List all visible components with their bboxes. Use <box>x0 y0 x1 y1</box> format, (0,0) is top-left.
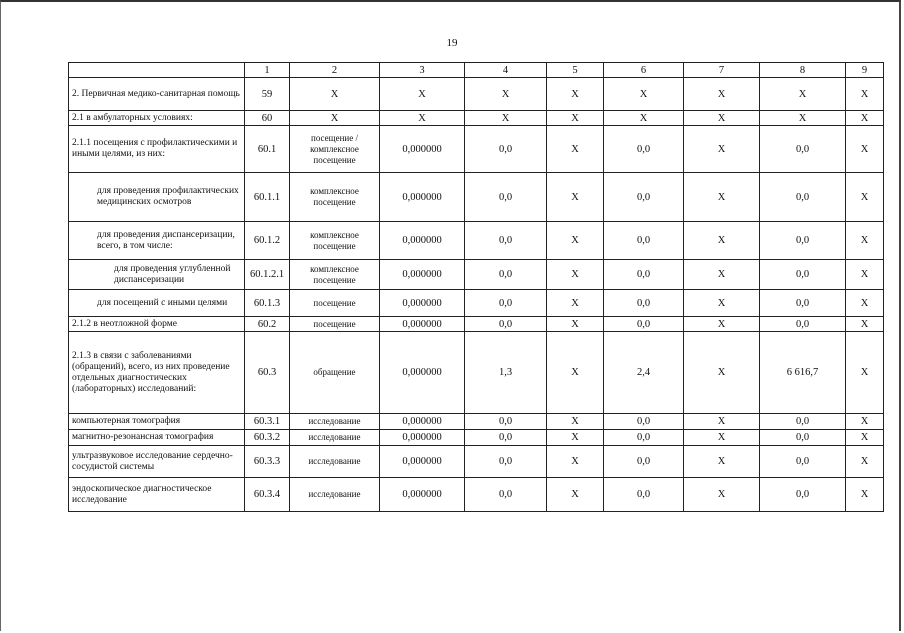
cell-value: 0,0 <box>760 430 846 446</box>
column-number-row <box>69 63 884 78</box>
column-number: 4 <box>465 63 547 78</box>
cell-value: 0,0 <box>465 260 547 290</box>
cell-value: 0,0 <box>604 414 684 430</box>
cell-value: 0,0 <box>760 173 846 222</box>
cell-value: Х <box>547 478 604 512</box>
column-number <box>69 63 245 78</box>
row-code: 60.1 <box>245 126 290 173</box>
cell-value: 0,000000 <box>380 332 465 414</box>
table-row <box>69 317 884 332</box>
cell-value: Х <box>846 290 884 317</box>
column-number: 9 <box>846 63 884 78</box>
row-name: для посещений с иными целями <box>69 290 245 317</box>
cell-value: 0,0 <box>604 260 684 290</box>
cell-value: Х <box>846 126 884 173</box>
table-row <box>69 222 884 260</box>
cell-value: Х <box>684 478 760 512</box>
table-row <box>69 290 884 317</box>
column-number: 5 <box>547 63 604 78</box>
cell-value: Х <box>846 173 884 222</box>
cell-value: 0,0 <box>465 290 547 317</box>
row-name: для проведения углубленной диспансеризации <box>69 260 245 290</box>
row-name: 2.1.3 в связи с заболеваниями (обращений), всего, из них проведение отдельных диагностических (лабораторных) исследований: <box>69 332 245 414</box>
cell-value: Х <box>684 260 760 290</box>
cell-unit: комплексное посещение <box>290 173 380 222</box>
row-code: 60.2 <box>245 317 290 332</box>
row-name: ультразвуковое исследование сердечно-сосудистой системы <box>69 446 245 478</box>
cell-value: 0,0 <box>760 126 846 173</box>
column-number: 3 <box>380 63 465 78</box>
cell-value: Х <box>547 222 604 260</box>
row-code: 60 <box>245 111 290 126</box>
cell-value: Х <box>547 78 604 111</box>
cell-value: 0,0 <box>760 290 846 317</box>
row-code: 60.1.1 <box>245 173 290 222</box>
table-row <box>69 260 884 290</box>
row-code: 60.3 <box>245 332 290 414</box>
row-code: 60.1.3 <box>245 290 290 317</box>
cell-value: 0,000000 <box>380 126 465 173</box>
cell-value: Х <box>684 126 760 173</box>
cell-value: Х <box>380 111 465 126</box>
cell-value: 0,0 <box>760 222 846 260</box>
cell-unit: посещение <box>290 317 380 332</box>
table-row <box>69 332 884 414</box>
cell-value: 0,0 <box>604 446 684 478</box>
table-row <box>69 78 884 111</box>
cell-value: Х <box>684 446 760 478</box>
cell-value: 0,0 <box>604 317 684 332</box>
cell-value: Х <box>760 78 846 111</box>
row-code: 60.3.1 <box>245 414 290 430</box>
cell-value: 0,000000 <box>380 414 465 430</box>
cell-value: 0,0 <box>465 430 547 446</box>
cell-value: Х <box>547 126 604 173</box>
cell-value: Х <box>547 111 604 126</box>
cell-value: Х <box>684 317 760 332</box>
table-row <box>69 430 884 446</box>
cell-value: 0,000000 <box>380 260 465 290</box>
row-name: компьютерная томография <box>69 414 245 430</box>
cell-value: 0,0 <box>465 478 547 512</box>
cell-value: 2,4 <box>604 332 684 414</box>
row-name: 2. Первичная медико-санитарная помощь <box>69 78 245 111</box>
row-code: 60.1.2.1 <box>245 260 290 290</box>
cell-value: Х <box>684 78 760 111</box>
table-row <box>69 173 884 222</box>
cell-value: Х <box>684 430 760 446</box>
cell-value: Х <box>604 111 684 126</box>
cell-unit: посещение <box>290 290 380 317</box>
cell-value: Х <box>760 111 846 126</box>
column-number: 7 <box>684 63 760 78</box>
cell-value: Х <box>547 332 604 414</box>
cell-unit: обращение <box>290 332 380 414</box>
row-code: 60.3.2 <box>245 430 290 446</box>
cell-value: 0,0 <box>604 478 684 512</box>
cell-value: Х <box>846 332 884 414</box>
cell-value: 0,000000 <box>380 430 465 446</box>
cell-value: 0,0 <box>760 414 846 430</box>
cell-value: 1,3 <box>465 332 547 414</box>
cell-value: Х <box>380 78 465 111</box>
table-row <box>69 414 884 430</box>
cell-value: Х <box>604 78 684 111</box>
cell-value: Х <box>547 414 604 430</box>
row-name: 2.1.2 в неотложной форме <box>69 317 245 332</box>
cell-value: 0,0 <box>604 173 684 222</box>
cell-unit: исследование <box>290 430 380 446</box>
cell-value: Х <box>846 414 884 430</box>
cell-value: Х <box>846 317 884 332</box>
cell-value: 0,0 <box>604 290 684 317</box>
row-code: 60.1.2 <box>245 222 290 260</box>
cell-value: Х <box>846 111 884 126</box>
cell-unit: Х <box>290 111 380 126</box>
cell-value: Х <box>684 111 760 126</box>
row-name: эндоскопическое диагностическое исследование <box>69 478 245 512</box>
cell-value: Х <box>465 111 547 126</box>
row-name: для проведения диспансеризации, всего, в том числе: <box>69 222 245 260</box>
cell-unit: комплексное посещение <box>290 222 380 260</box>
row-name: 2.1.1 посещения с профилактическими и иными целями, из них: <box>69 126 245 173</box>
row-name: магнитно-резонансная томография <box>69 430 245 446</box>
cell-value: Х <box>846 446 884 478</box>
cell-value: 6 616,7 <box>760 332 846 414</box>
cell-value: 0,000000 <box>380 290 465 317</box>
cell-value: Х <box>684 222 760 260</box>
table-row <box>69 126 884 173</box>
row-code: 60.3.4 <box>245 478 290 512</box>
cell-value: Х <box>547 290 604 317</box>
cell-value: 0,0 <box>604 222 684 260</box>
row-code: 60.3.3 <box>245 446 290 478</box>
cell-value: Х <box>547 260 604 290</box>
cell-value: 0,0 <box>760 478 846 512</box>
cell-value: 0,000000 <box>380 478 465 512</box>
cell-value: 0,0 <box>465 173 547 222</box>
data-table <box>68 62 884 512</box>
cell-value: Х <box>547 430 604 446</box>
cell-unit: исследование <box>290 414 380 430</box>
cell-value: Х <box>846 430 884 446</box>
cell-value: Х <box>684 332 760 414</box>
column-number: 1 <box>245 63 290 78</box>
column-number: 6 <box>604 63 684 78</box>
cell-value: Х <box>684 173 760 222</box>
cell-unit: исследование <box>290 478 380 512</box>
cell-value: 0,0 <box>465 317 547 332</box>
cell-value: 0,0 <box>465 446 547 478</box>
cell-value: Х <box>684 414 760 430</box>
table-row <box>69 111 884 126</box>
cell-value: Х <box>547 173 604 222</box>
cell-value: 0,0 <box>760 260 846 290</box>
cell-value: 0,0 <box>604 430 684 446</box>
cell-value: 0,0 <box>760 317 846 332</box>
table-row <box>69 478 884 512</box>
cell-value: 0,000000 <box>380 446 465 478</box>
cell-value: 0,0 <box>604 126 684 173</box>
cell-unit: Х <box>290 78 380 111</box>
cell-value: Х <box>547 446 604 478</box>
cell-unit: исследование <box>290 446 380 478</box>
cell-unit: комплексное посещение <box>290 260 380 290</box>
row-name: 2.1 в амбулаторных условиях: <box>69 111 245 126</box>
cell-value: 0,0 <box>465 222 547 260</box>
cell-value: 0,000000 <box>380 317 465 332</box>
cell-value: 0,0 <box>760 446 846 478</box>
column-number: 2 <box>290 63 380 78</box>
row-name: для проведения профилактических медицинских осмотров <box>69 173 245 222</box>
cell-value: Х <box>846 260 884 290</box>
cell-value: 0,000000 <box>380 173 465 222</box>
cell-value: Х <box>547 317 604 332</box>
cell-value: 0,0 <box>465 126 547 173</box>
table-row <box>69 446 884 478</box>
cell-unit: посещение / комплексное посещение <box>290 126 380 173</box>
cell-value: Х <box>684 290 760 317</box>
cell-value: Х <box>846 478 884 512</box>
cell-value: 0,000000 <box>380 222 465 260</box>
cell-value: Х <box>465 78 547 111</box>
cell-value: 0,0 <box>465 414 547 430</box>
column-number: 8 <box>760 63 846 78</box>
cell-value: Х <box>846 222 884 260</box>
row-code: 59 <box>245 78 290 111</box>
page-number: 19 <box>446 37 458 49</box>
cell-value: Х <box>846 78 884 111</box>
